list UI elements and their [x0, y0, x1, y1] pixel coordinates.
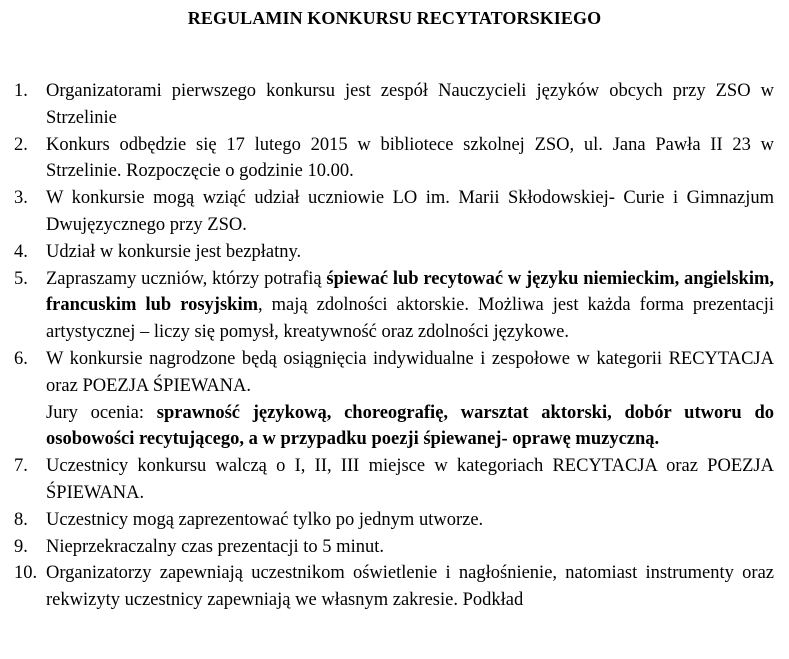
item-number: 6.	[14, 348, 28, 369]
list-item	[14, 534, 774, 561]
item-number: 8.	[14, 509, 28, 530]
jury-criteria: sprawność językową, choreografię, warsztat aktorski, dobór utworu do osobowości recytującego, a w przypadku poezji śpiewanej- oprawę muzyczną.	[46, 402, 774, 450]
list-item	[14, 346, 774, 453]
jury-label: Jury ocenia:	[46, 402, 157, 423]
list-item	[14, 132, 774, 186]
list-item	[14, 453, 774, 507]
list-item	[14, 78, 774, 132]
list-item	[14, 239, 774, 266]
document-title: REGULAMIN KONKURSU RECYTATORSKIEGO	[187, 8, 602, 28]
item-number: 4.	[14, 241, 28, 262]
item-text: Konkurs odbędzie się 17 lutego 2015 w bibliotece szkolnej ZSO, ul. Jana Pawła II 23 w Strzelinie. Rozpoczęcie o godzinie 10.00.	[46, 134, 774, 182]
item-text: Nieprzekraczalny czas prezentacji to 5 minut.	[46, 536, 384, 557]
list-item	[14, 560, 774, 614]
item-text: Udział w konkursie jest bezpłatny.	[46, 241, 302, 262]
item-text: Uczestnicy mogą zaprezentować tylko po jednym utworze.	[46, 509, 484, 530]
item-text-rest: , mają zdolności aktorskie. Możliwa jest każda forma prezentacji artystycznej – liczy się pomysł, kreatywność oraz zdolności językowe.	[46, 295, 774, 343]
item-number: 5.	[14, 268, 28, 289]
list-item	[14, 185, 774, 239]
rules-list	[14, 78, 774, 614]
item-text: W konkursie nagrodzone będą osiągnięcia indywidualne i zespołowe w kategorii RECYTACJA oraz POEZJA ŚPIEWANA.	[46, 348, 774, 396]
item-number: 10.	[14, 563, 38, 584]
item-text: Organizatorami pierwszego konkursu jest zespół Nauczycieli języków obcych przy ZSO w Strzelinie	[46, 81, 774, 128]
jury-paragraph	[46, 400, 774, 454]
item-text-bold: śpiewać lub recytować w języku niemieckim, angielskim, francuskim lub rosyjskim	[46, 268, 775, 316]
list-item	[14, 266, 774, 346]
item-number: 1.	[14, 81, 28, 101]
item-text: W konkursie mogą wziąć udział uczniowie LO im. Marii Skłodowskiej- Curie i Gimnazjum Dwujęzycznego przy ZSO.	[46, 188, 774, 235]
item-text: Uczestnicy konkursu walczą o I, II, III miejsce w kategoriach RECYTACJA oraz POEZJA ŚPIEWANA.	[46, 456, 774, 503]
item-text: Organizatorzy zapewniają uczestnikom oświetlenie i nagłośnienie, natomiast instrumenty oraz rekwizyty uczestnicy zapewniają we własnym zakresie. Podkład	[46, 563, 774, 611]
list-item	[14, 507, 774, 534]
item-number: 2.	[14, 134, 28, 155]
item-number: 9.	[14, 536, 28, 557]
item-number: 7.	[14, 456, 28, 477]
item-number: 3.	[14, 188, 28, 209]
item-text-intro: Zapraszamy uczniów, którzy potrafią	[46, 268, 327, 289]
